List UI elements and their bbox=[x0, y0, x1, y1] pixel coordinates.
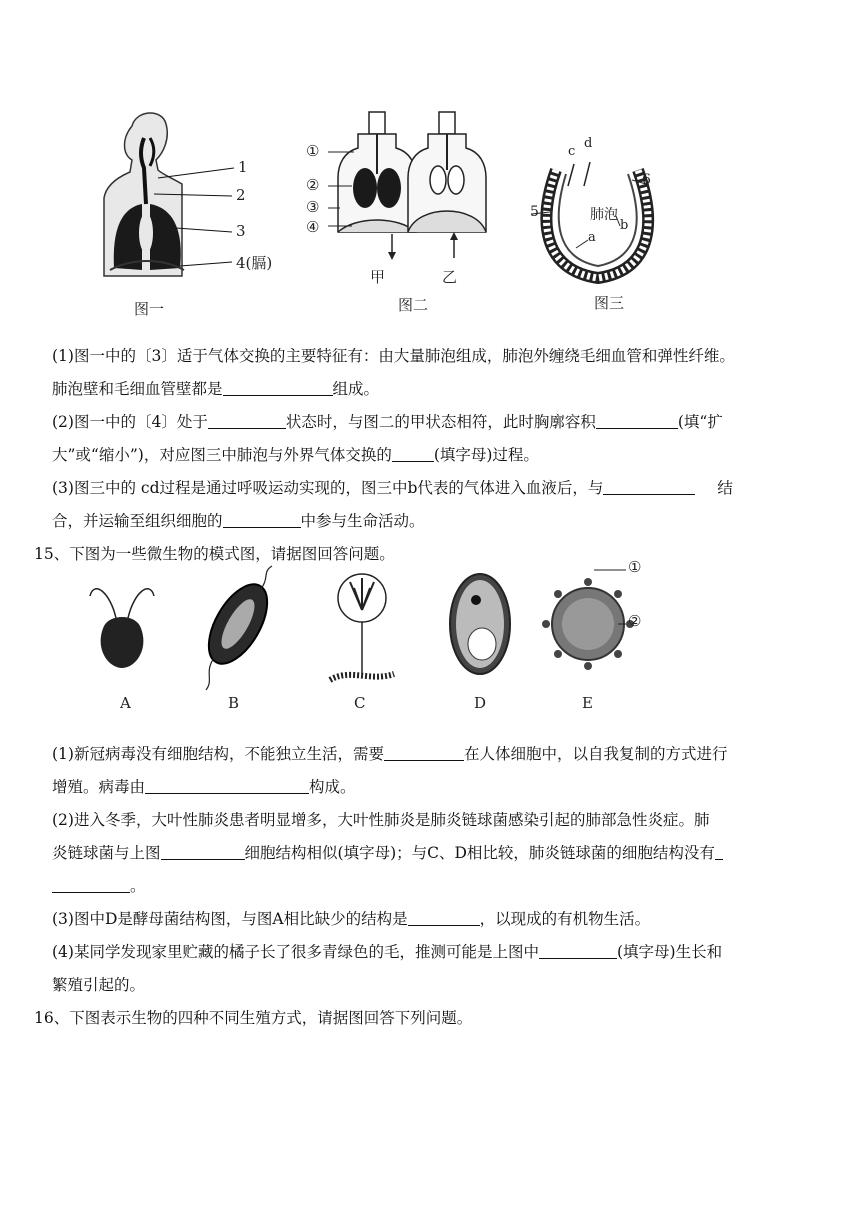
organism-a bbox=[90, 589, 154, 668]
figure-1-respiratory-system bbox=[92, 108, 307, 323]
fig3-label-6: 6 bbox=[642, 172, 651, 188]
fig3-label-alveolus: 肺泡 bbox=[590, 207, 618, 223]
fig3-label-d: d bbox=[584, 136, 593, 151]
q15-p1-text-c: 增殖。病毒由 bbox=[52, 778, 146, 796]
q15-p3-text-b: ，以现成的有机物生活。 bbox=[479, 910, 651, 928]
q15-p4-line2: 繁殖引起的。 bbox=[52, 976, 146, 994]
q15-p4-text-a: (4)某同学发现家里贮藏的橘子长了很多青绿色的毛，推测可能是上图中 bbox=[52, 943, 539, 961]
fig1-label-1: 1 bbox=[238, 158, 248, 176]
fig1-label-2: 2 bbox=[236, 186, 246, 204]
fig3-caption: 图三 bbox=[594, 294, 625, 312]
fig2-label-2: ② bbox=[306, 176, 320, 194]
q15-p1-text-a: (1)新冠病毒没有细胞结构，不能独立生活，需要 bbox=[52, 745, 384, 763]
q15-p2-text-a: 炎链球菌与上图 bbox=[52, 844, 161, 862]
organism-e bbox=[542, 570, 634, 670]
fig1-label-4: 4(膈) bbox=[236, 254, 273, 272]
virus-label-2: ② bbox=[628, 612, 642, 630]
q15-p2-line3 bbox=[52, 870, 820, 903]
q15-p1-line2 bbox=[52, 771, 820, 804]
fig2-jia: 甲 bbox=[370, 268, 386, 286]
q15-blank-2[interactable] bbox=[145, 775, 309, 794]
q14-p2-line2 bbox=[52, 439, 820, 472]
q14-p2-text-d: 大”或“缩小”)，对应图三中肺泡与外界气体交换的 bbox=[52, 446, 392, 464]
micro-label-a: A bbox=[120, 694, 131, 712]
bell-jar-drawing bbox=[306, 108, 506, 323]
q15-blank-5[interactable] bbox=[408, 907, 480, 926]
q14-blank-4[interactable] bbox=[392, 443, 434, 462]
q15-blank-1[interactable] bbox=[384, 742, 464, 761]
q15-p2-line1: (2)进入冬季，大叶性肺炎患者明显增多，大叶性肺炎是肺炎链球菌感染引起的肺部急性炎症。肺 bbox=[52, 811, 710, 829]
q15-p3-text-a: (3)图中D是酵母菌结构图，与图A相比缺少的结构是 bbox=[52, 910, 408, 928]
micro-label-e: E bbox=[582, 694, 593, 712]
fig2-yi: 乙 bbox=[442, 268, 458, 286]
figure-microorganisms bbox=[70, 558, 670, 722]
fig2-label-4: ④ bbox=[306, 218, 320, 236]
q14-blank-1[interactable] bbox=[223, 377, 333, 396]
virus-label-1: ① bbox=[628, 558, 642, 576]
q14-p1-line2 bbox=[52, 373, 820, 406]
q15-block bbox=[34, 738, 820, 1035]
q14-p1-text-b: 组成。 bbox=[332, 380, 380, 398]
q14-p2-text-b: 状态时，与图二的甲状态相符，此时胸廓容积 bbox=[285, 413, 596, 431]
fig1-caption: 图一 bbox=[134, 300, 165, 318]
q14-p3-text-a: (3)图三中的 cd过程是通过呼吸运动实现的，图三中b代表的气体进入血液后，与 bbox=[52, 479, 604, 497]
q15-blank-3[interactable] bbox=[161, 841, 245, 860]
fig2-label-3: ③ bbox=[306, 198, 320, 216]
q14-p1-line1: (1)图一中的〔3〕适于气体交换的主要特征有：由大量肺泡组成，肺泡外缠绕毛细血管和弹性纤维。 bbox=[52, 347, 735, 365]
figure-2-bell-jar-model bbox=[306, 108, 506, 323]
q15-blank-4b[interactable] bbox=[52, 874, 130, 893]
organism-c bbox=[330, 574, 394, 680]
q14-blank-2[interactable] bbox=[208, 410, 286, 429]
q15-p1-line1 bbox=[52, 738, 820, 771]
q15-p1-text-d: 构成。 bbox=[309, 778, 356, 796]
q15-p3-line bbox=[52, 903, 820, 936]
fig3-label-b: b bbox=[620, 218, 629, 233]
q16-title: 16、下图表示生物的四种不同生殖方式，请据图回答下列问题。 bbox=[34, 1009, 473, 1027]
q14-p2-text-a: (2)图一中的〔4〕处于 bbox=[52, 413, 208, 431]
q14-p3-line2 bbox=[52, 505, 820, 538]
q14-blank-3[interactable] bbox=[596, 410, 678, 429]
q14-p2-text-e: (填字母)过程。 bbox=[433, 446, 539, 464]
q15-p1-text-b: 在人体细胞中，以自我复制的方式进行 bbox=[463, 745, 728, 763]
fig1-label-3: 3 bbox=[236, 222, 246, 240]
microorganisms-drawing bbox=[70, 562, 670, 722]
q14-p3-text-c: 合，并运输至组织细胞的 bbox=[52, 512, 223, 530]
q15-blank-4a[interactable] bbox=[715, 841, 723, 860]
q14-p2-line1 bbox=[52, 406, 820, 439]
q15-blank-6[interactable] bbox=[539, 940, 617, 959]
figure-3-alveolus bbox=[528, 130, 668, 320]
q14-p1-text-a: 肺泡壁和毛细血管壁都是 bbox=[52, 380, 223, 398]
q14-p3-text-d: 中参与生命活动。 bbox=[300, 512, 425, 530]
fig3-label-c: c bbox=[568, 144, 576, 159]
fig3-label-a: a bbox=[588, 230, 596, 245]
q15-p4-text-b: (填字母)生长和 bbox=[616, 943, 723, 961]
q15-title: 15、下图为一些微生物的模式图，请据图回答问题。 bbox=[34, 545, 395, 563]
q14-blank-5[interactable] bbox=[603, 476, 695, 495]
organism-d bbox=[450, 574, 510, 674]
micro-label-c: C bbox=[354, 694, 366, 712]
micro-label-b: B bbox=[228, 694, 240, 712]
fig3-label-5: 5 bbox=[530, 204, 539, 220]
q14-blank-6[interactable] bbox=[223, 509, 301, 528]
q14-block bbox=[34, 340, 820, 571]
respiratory-system-drawing bbox=[92, 108, 307, 323]
q15-p2-text-b: 细胞结构相似(填字母)；与C、D相比较，肺炎链球菌的细胞结构没有 bbox=[244, 844, 715, 862]
organism-b bbox=[197, 566, 279, 690]
q15-p2-line2 bbox=[52, 837, 820, 870]
fig2-label-1: ① bbox=[306, 142, 320, 160]
q14-p3-text-b: 结 bbox=[717, 479, 733, 497]
q14-p2-text-c: (填“扩 bbox=[677, 413, 723, 431]
fig2-caption: 图二 bbox=[398, 296, 429, 314]
micro-label-d: D bbox=[474, 694, 487, 712]
q14-p3-line1 bbox=[52, 472, 820, 505]
q15-p4-line1 bbox=[52, 936, 820, 969]
q15-p2-text-c: 。 bbox=[130, 877, 146, 895]
